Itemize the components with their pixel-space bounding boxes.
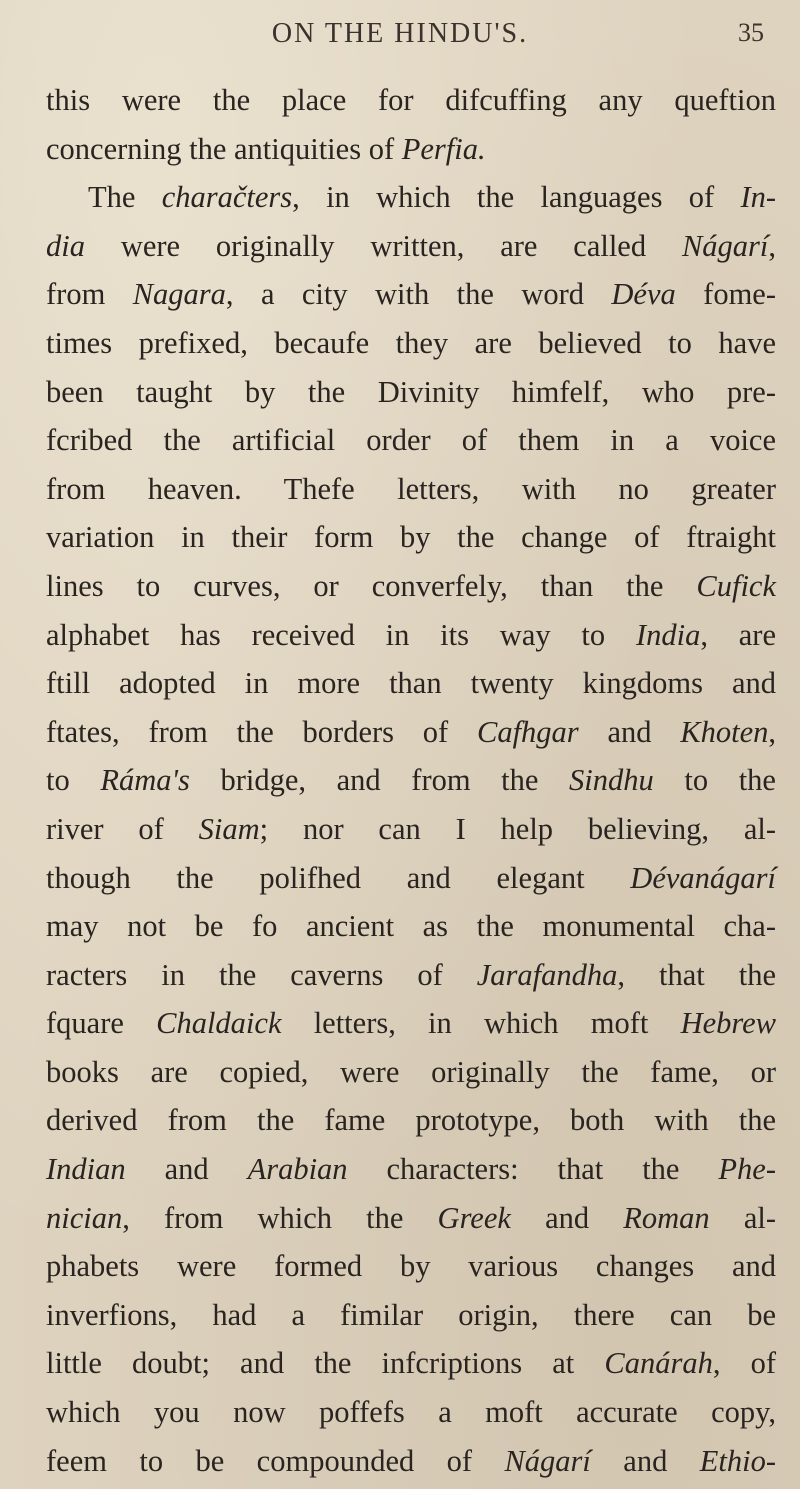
italic-run: Greek	[437, 1200, 511, 1235]
text-line	[46, 805, 776, 854]
text-run: concerning the antiquities of	[46, 131, 402, 166]
text-line	[46, 659, 776, 708]
text-line	[46, 222, 776, 271]
italic-run: India	[635, 617, 701, 652]
text-line	[46, 319, 776, 368]
text-run: al-	[709, 1200, 776, 1235]
page-number: 35	[738, 18, 764, 47]
text-run: from heaven. Thefe letters, with no greater	[46, 471, 776, 506]
text-run: bridge, and from the	[189, 763, 570, 798]
text-line	[46, 125, 776, 174]
text-line	[46, 416, 776, 465]
italic-run: Perfia.	[401, 131, 486, 166]
text-run: little doubt; and the infcriptions at	[46, 1346, 605, 1381]
text-run: ; nor can I help believing, al-	[259, 811, 776, 846]
italic-run: Nágarí	[504, 1443, 591, 1478]
italic-run: Phe-	[718, 1152, 776, 1187]
italic-run: nician	[46, 1200, 123, 1235]
running-head	[0, 14, 800, 54]
text-line	[46, 708, 776, 757]
text-run: and	[578, 714, 681, 749]
text-run: derived from the fame prototype, both with the	[46, 1103, 776, 1138]
text-run: river of	[46, 811, 199, 846]
text-run: and	[510, 1200, 624, 1235]
text-run: fquare	[46, 1006, 157, 1041]
body-text	[46, 76, 776, 1485]
text-run: , that the	[617, 957, 776, 992]
text-line	[46, 1388, 776, 1437]
text-line	[46, 562, 776, 611]
italic-run: Chaldaick	[156, 1006, 282, 1041]
text-line	[46, 902, 776, 951]
text-line	[46, 1242, 776, 1291]
text-line	[46, 1437, 776, 1486]
text-run: fcribed the artificial order of them in a voice	[46, 423, 776, 458]
text-run: to	[46, 763, 101, 798]
running-title: ON THE HINDU'S.	[271, 18, 529, 49]
italic-run: Arabian	[247, 1152, 348, 1187]
italic-run: Roman	[623, 1200, 710, 1235]
italic-run: Ráma's	[100, 763, 190, 798]
text-run: ,	[768, 228, 776, 263]
italic-run: In-	[740, 180, 777, 215]
text-run: though the polifhed and elegant	[46, 860, 631, 895]
text-run: phabets were formed by various changes and	[46, 1249, 776, 1284]
text-line	[46, 513, 776, 562]
text-run: , of	[712, 1346, 776, 1381]
text-run: inverfions, had a fimilar origin, there can be	[46, 1297, 776, 1332]
italic-run: Hebrew	[680, 1006, 777, 1041]
text-line	[46, 1194, 776, 1243]
text-line	[46, 270, 776, 319]
text-run: lines to curves, or converfely, than the	[46, 568, 697, 603]
text-run: ,	[768, 714, 776, 749]
italic-run: Nagara	[132, 277, 226, 312]
text-run: and	[125, 1152, 248, 1187]
text-line	[46, 76, 776, 125]
text-run: letters, in which moft	[281, 1006, 681, 1041]
text-run: , a city with the word	[225, 277, 612, 312]
italic-run: Dévanágarí	[630, 860, 776, 895]
italic-run: Cufick	[696, 568, 776, 603]
text-run: been taught by the Divinity himfelf, who pre-	[46, 374, 776, 409]
text-run: fome-	[675, 277, 776, 312]
italic-run: Indian	[46, 1152, 126, 1187]
italic-run: dia	[46, 228, 85, 263]
text-run: ftates, from the borders of	[46, 714, 477, 749]
text-line	[46, 173, 776, 222]
italic-run: charačters	[161, 180, 293, 215]
text-run: to the	[653, 763, 776, 798]
text-run: , are	[700, 617, 777, 652]
italic-run: Nágarí	[681, 228, 769, 263]
text-run: feem to be compounded of	[46, 1443, 505, 1478]
text-run: , in which the languages of	[292, 180, 741, 215]
text-line	[46, 1048, 776, 1097]
text-run: ftill adopted in more than twenty kingdoms and	[46, 666, 776, 701]
italic-run: Ethio-	[699, 1443, 776, 1478]
text-run: and	[590, 1443, 700, 1478]
text-run: may not be fo ancient as the monumental cha-	[46, 909, 776, 944]
italic-run: Khoten	[680, 714, 769, 749]
italic-run: Siam	[198, 811, 260, 846]
text-run: times prefixed, becaufe they are believed to have	[46, 325, 776, 360]
text-line	[46, 951, 776, 1000]
text-line	[46, 854, 776, 903]
text-line	[46, 1291, 776, 1340]
text-run: characters: that the	[347, 1152, 719, 1187]
text-run: from	[46, 277, 133, 312]
text-line	[46, 465, 776, 514]
text-run: were originally written, are called	[84, 228, 682, 263]
text-line	[46, 1096, 776, 1145]
text-run: racters in the caverns of	[46, 957, 477, 992]
text-run: this were the place for difcuffing any queftion	[46, 83, 776, 117]
italic-run: Sindhu	[569, 763, 654, 798]
text-line	[46, 1339, 776, 1388]
text-line	[46, 999, 776, 1048]
italic-run: Canárah	[604, 1346, 713, 1381]
italic-run: Cafhgar	[476, 714, 579, 749]
text-line	[46, 611, 776, 660]
text-run: books are copied, were originally the fame, or	[46, 1054, 776, 1089]
text-run: variation in their form by the change of ftraight	[46, 520, 776, 555]
text-run: which you now poffefs a moft accurate copy,	[46, 1395, 776, 1430]
italic-run: Déva	[611, 277, 676, 312]
text-run: The	[88, 180, 162, 215]
text-line	[46, 1145, 776, 1194]
italic-run: Jarafandha	[476, 957, 618, 992]
text-line	[46, 368, 776, 417]
text-run: , from which the	[122, 1200, 438, 1235]
text-line	[46, 756, 776, 805]
text-run: alphabet has received in its way to	[46, 617, 636, 652]
